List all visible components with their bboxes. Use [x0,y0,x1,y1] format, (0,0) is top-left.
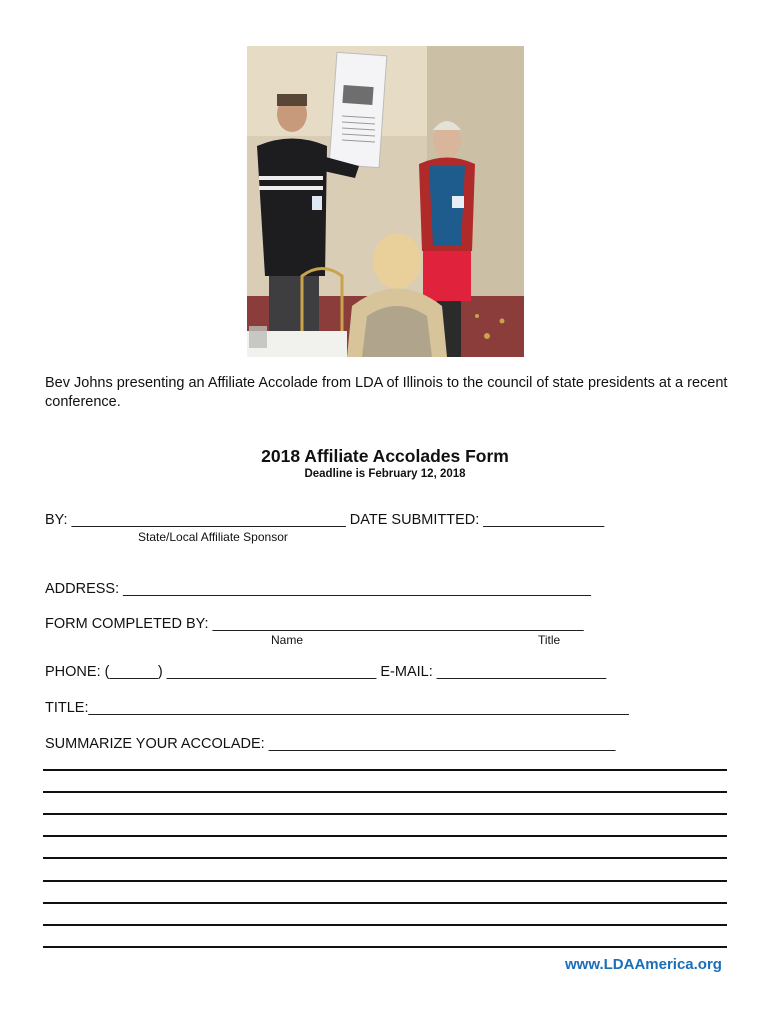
phone-email-field[interactable]: PHONE: (______) __________________________ E-MAIL: _____________________ [45,664,607,680]
summary-line[interactable] [43,857,727,859]
summary-line[interactable] [43,813,727,815]
title-label: Title [538,633,561,647]
summary-line[interactable] [43,946,727,948]
form-title: 2018 Affiliate Accolades Form [261,446,509,466]
affiliate-sponsor-label: State/Local Affiliate Sponsor [138,530,288,544]
summary-line[interactable] [43,880,727,882]
photo-caption: Bev Johns presenting an Affiliate Accolade from LDA of Illinois to the council of state presidents at a recent conference. [45,375,728,410]
form-completed-by-field[interactable]: FORM COMPLETED BY: ______________________________________________ [45,616,584,632]
summarize-accolade-field[interactable]: SUMMARIZE YOUR ACCOLADE: ___________________________________________ [45,736,616,752]
summary-line[interactable] [43,791,727,793]
summary-line[interactable] [43,924,727,926]
conference-photo [247,46,524,357]
form-deadline: Deadline is February 12, 2018 [304,468,466,480]
summary-line[interactable] [43,835,727,837]
name-label: Name [271,633,304,647]
summary-line[interactable] [43,902,727,904]
by-and-date-field[interactable]: BY: __________________________________ DATE SUBMITTED: _______________ [45,512,605,528]
summary-line[interactable] [43,769,727,771]
title-field[interactable]: TITLE:___________________________________________________________________ [45,700,629,716]
address-field[interactable]: ADDRESS: __________________________________________________________ [45,581,591,597]
footer-website-link[interactable]: www.LDAAmerica.org [565,956,722,973]
